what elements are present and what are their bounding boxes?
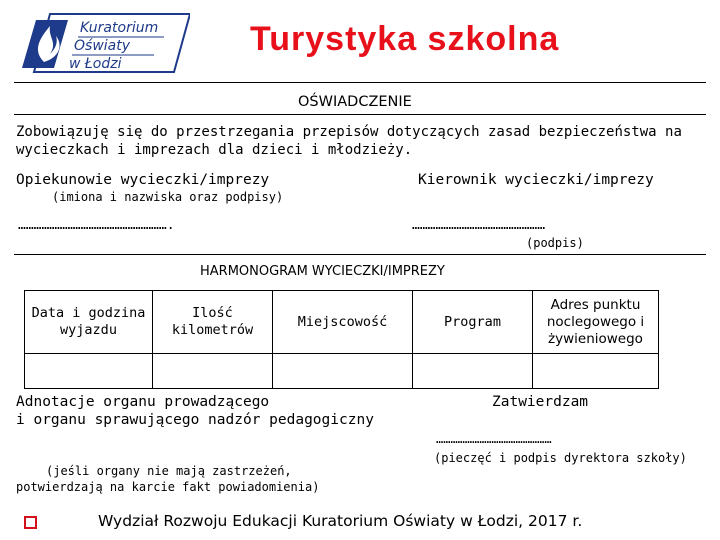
column-header: Program bbox=[413, 291, 533, 354]
leader-note: (podpis) bbox=[526, 236, 584, 250]
schedule-table bbox=[24, 290, 659, 389]
schedule-heading: HARMONOGRAM WYCIECZKI/IMPREZY bbox=[200, 264, 445, 279]
authority-label-line-2: i organu sprawującego nadzór pedagogiczny bbox=[16, 412, 374, 428]
table-cell[interactable] bbox=[413, 354, 533, 389]
leader-label: Kierownik wycieczki/imprezy bbox=[418, 172, 654, 188]
approve-note: (pieczęć i podpis dyrektora szkoły) bbox=[434, 451, 687, 465]
authority-label-line-1: Adnotacje organu prowadzącego bbox=[16, 394, 270, 410]
logo-line-3: w Łodzi bbox=[69, 56, 122, 72]
footer-text: Wydział Rozwoju Edukacji Kuratorium Oświaty w Łodzi, 2017 r. bbox=[98, 512, 583, 530]
section-divider bbox=[14, 254, 706, 255]
authority-note-line-1: (jeśli organy nie mają zastrzeżeń, bbox=[46, 464, 292, 478]
kuratorium-logo bbox=[14, 12, 190, 74]
flame-logo-icon bbox=[14, 12, 190, 74]
table-row bbox=[25, 354, 659, 389]
page-title: Turystyka szkolna bbox=[250, 20, 560, 58]
logo-line-2: Oświaty bbox=[74, 38, 131, 54]
column-header: Miejscowość bbox=[273, 291, 413, 354]
statement-text: Zobowiązuję się do przestrzegania przepisów dotyczących zasad bezpieczeństwa na wycieczkach i imprezach dla dzieci i młodzieży. bbox=[16, 124, 682, 158]
header-divider bbox=[14, 82, 706, 83]
approve-signature-line: ………………………………………… bbox=[436, 432, 552, 446]
table-cell[interactable] bbox=[153, 354, 273, 389]
logo-line-1: Kuratorium bbox=[80, 20, 159, 36]
guardians-note: (imiona i nazwiska oraz podpisy) bbox=[52, 190, 284, 204]
column-header: Adres punktu noclegowego i żywieniowego bbox=[533, 291, 659, 354]
column-header: Ilość kilometrów bbox=[153, 291, 273, 354]
column-header: Data i godzina wyjazdu bbox=[25, 291, 153, 354]
guardians-signature-line: …………………………………………………. bbox=[18, 218, 175, 233]
leader-signature-line: …………………………………………… bbox=[412, 218, 546, 233]
statement-divider bbox=[14, 114, 706, 115]
schedule-header-row bbox=[25, 291, 659, 354]
authority-note-line-2: potwierdzają na karcie fakt powiadomienia) bbox=[16, 480, 320, 494]
approve-label: Zatwierdzam bbox=[492, 394, 589, 410]
table-cell[interactable] bbox=[273, 354, 413, 389]
table-cell[interactable] bbox=[533, 354, 659, 389]
table-cell[interactable] bbox=[25, 354, 153, 389]
guardians-label: Opiekunowie wycieczki/imprezy bbox=[16, 172, 270, 188]
statement-heading: OŚWIADCZENIE bbox=[298, 94, 412, 110]
bullet-icon bbox=[24, 516, 37, 529]
